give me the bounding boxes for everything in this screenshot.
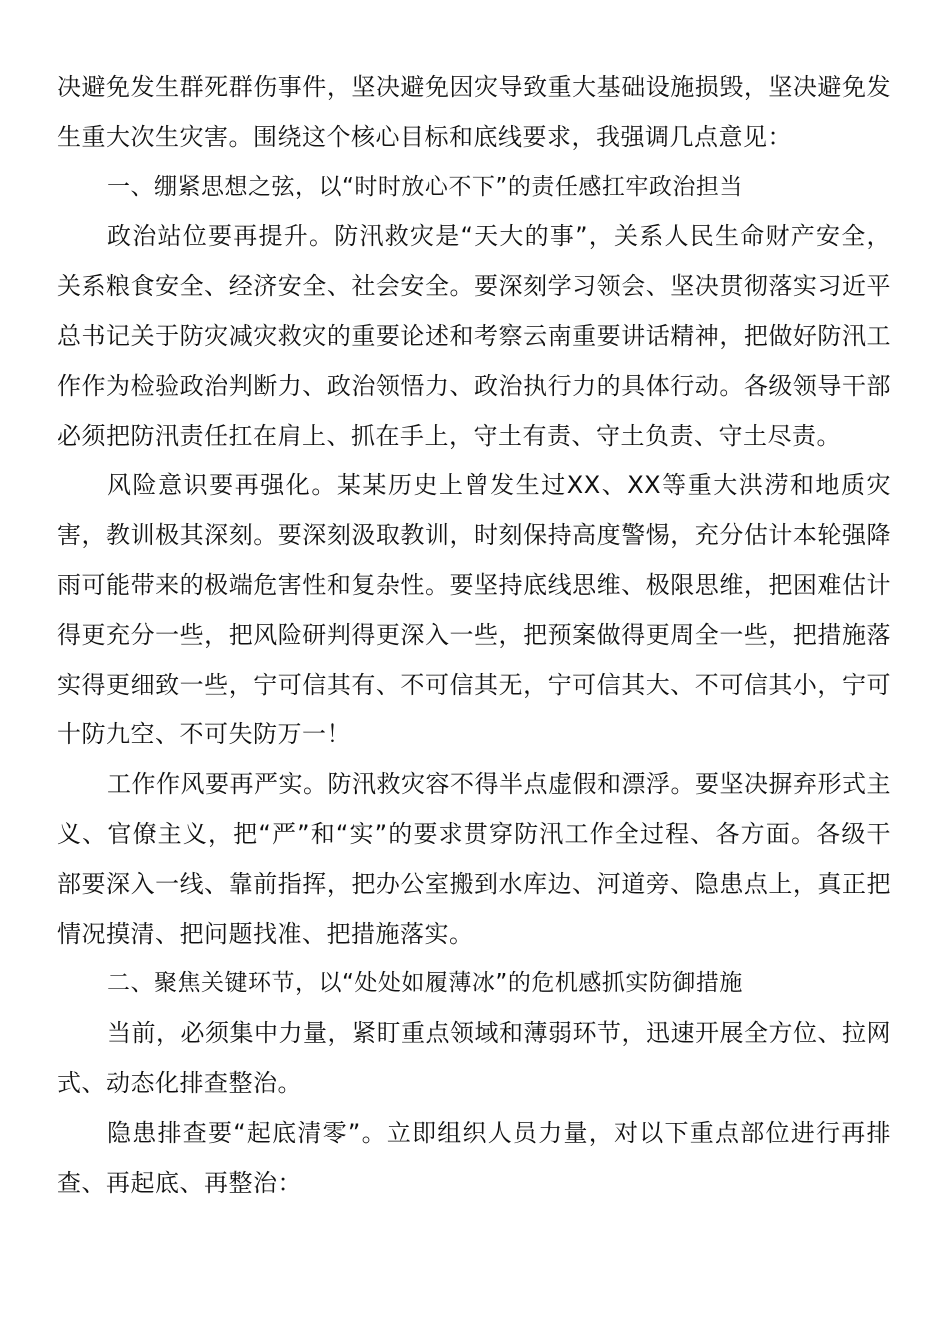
body-paragraph: 决避免发生群死群伤事件，坚决避免因灾导致重大基础设施损毁，坚决避免发生重大次生灾害。围绕这个核心目标和底线要求，我强调几点意见： — [57, 73, 891, 151]
body-paragraph: 隐患排查要“起底清零”。立即组织人员力量，对以下重点部位进行再排查、再起底、再整治： — [57, 1118, 891, 1197]
body-paragraph: 风险意识要再强化。某某历史上曾发生过XX、XX等重大洪涝和地质灾害，教训极其深刻。要深刻汲取教训，时刻保持高度警惕，充分估计本轮强降雨可能带来的极端危害性和复杂性。要坚持底线思维、极限思维，把困难估计得更充分一些，把风险研判得更深入一些，把预案做得更周全一些，把措施落实得更细致一些，宁可信其有、不可信其无，宁可信其大、不可信其小，宁可十防九空、不可失防万一！ — [57, 471, 891, 749]
body-paragraph: 工作作风要再严实。防汛救灾容不得半点虚假和漂浮。要坚决摒弃形式主义、官僚主义，把“严”和“实”的要求贯穿防汛工作全过程、各方面。各级干部要深入一线、靠前指挥，把办公室搬到水库边、河道旁、隐患点上，真正把情况摸清、把问题找准、把措施落实。 — [57, 770, 891, 948]
body-paragraph: 当前，必须集中力量，紧盯重点领域和薄弱环节，迅速开展全方位、拉网式、动态化排查整治。 — [57, 1019, 891, 1097]
section-heading: 一、绷紧思想之弦，以“时时放心不下”的责任感扛牢政治担当 — [107, 173, 743, 200]
body-paragraph: 政治站位要再提升。防汛救灾是“天大的事”，关系人民生命财产安全，关系粮食安全、经济安全、社会安全。要深刻学习领会、坚决贯彻落实习近平总书记关于防灾减灾救灾的重要论述和考察云南重要讲话精神，把做好防汛工作作为检验政治判断力、政治领悟力、政治执行力的具体行动。各级领导干部必须把防汛责任扛在肩上、抓在手上，守土有责、守土负责、守土尽责。 — [57, 222, 891, 450]
section-heading: 二、聚焦关键环节，以“处处如履薄冰”的危机感抓实防御措施 — [107, 970, 743, 997]
document-page — [57, 63, 891, 1208]
